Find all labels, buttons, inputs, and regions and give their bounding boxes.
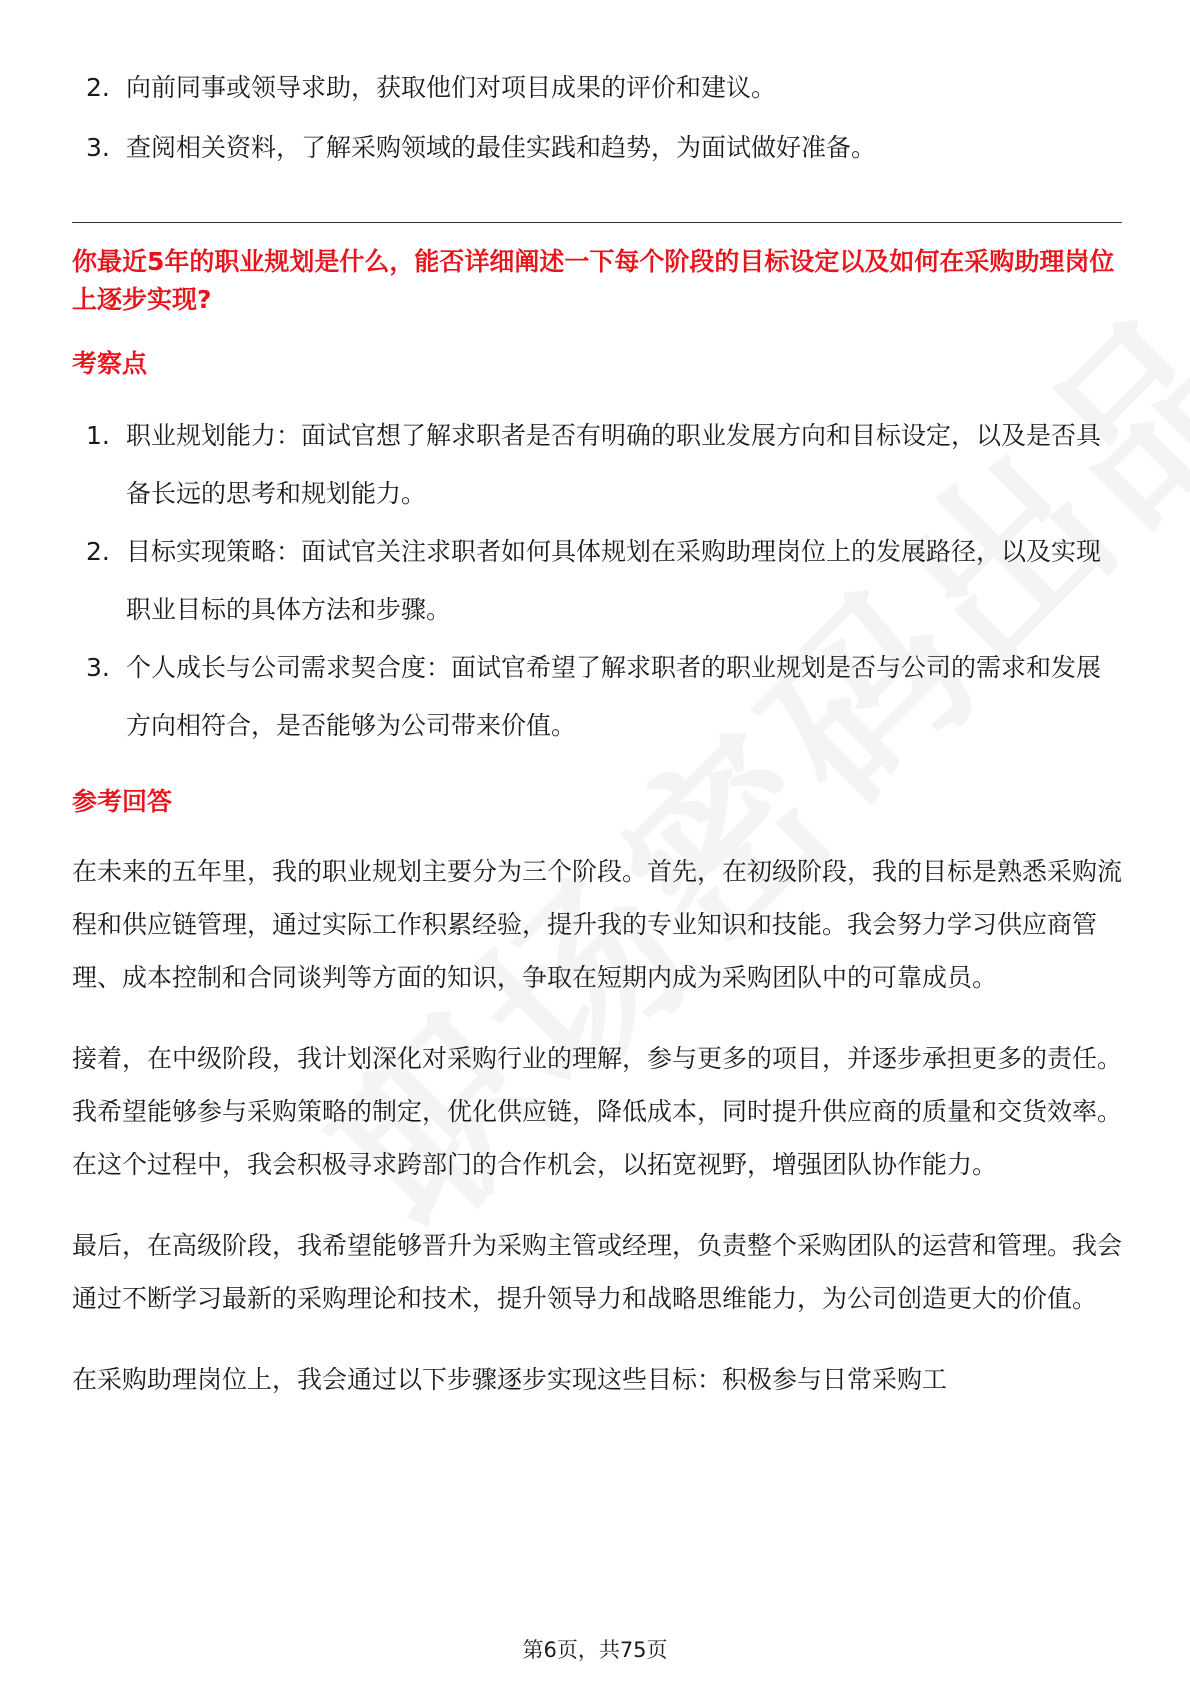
page-footer: 第6页，共75页 [522,1638,668,1662]
list-text: 职业规划能力：面试官想了解求职者是否有明确的职业发展方向和目标设定，以及是否具备长远的思考和规划能力。 [126,421,1102,508]
list-number: 3. [86,133,110,162]
list-number: 1. [86,421,110,450]
answer-paragraph: 最后，在高级阶段，我希望能够晋升为采购主管或经理，负责整个采购团队的运营和管理。我会通过不断学习最新的采购理论和技术，提升领导力和战略思维能力，为公司创造更大的价值。 [72,1231,1123,1313]
list-item [72,118,1122,178]
divider [72,222,1122,223]
list-item [72,407,1122,523]
list-text: 查阅相关资料，了解采购领域的最佳实践和趋势，为面试做好准备。 [126,133,877,162]
kaocha-heading: 考察点 [72,349,148,378]
answer-paragraph: 在未来的五年里，我的职业规划主要分为三个阶段。首先，在初级阶段，我的目标是熟悉采购流程和供应链管理，通过实际工作积累经验，提升我的专业知识和技能。我会努力学习供应商管理、成本控制和合同谈判等方面的知识，争取在短期内成为采购团队中的可靠成员。 [72,857,1123,992]
previous-answer-list [72,58,1122,178]
interview-question: 你最近5年的职业规划是什么，能否详细阐述一下每个阶段的目标设定以及如何在采购助理岗位上逐步实现? [72,247,1115,314]
answer-paragraph: 接着，在中级阶段，我计划深化对采购行业的理解，参与更多的项目，并逐步承担更多的责任。我希望能够参与采购策略的制定，优化供应链，降低成本，同时提升供应商的质量和交货效率。在这个过程中，我会积极寻求跨部门的合作机会，以拓宽视野，增强团队协作能力。 [72,1044,1123,1179]
answer-paragraph: 在采购助理岗位上，我会通过以下步骤逐步实现这些目标：积极参与日常采购工 [72,1365,948,1394]
list-item [72,639,1122,755]
list-number: 2. [86,537,110,566]
list-item [72,523,1122,639]
page-content [72,58,1122,1434]
list-number: 2. [86,73,110,102]
kaocha-list [72,407,1122,755]
list-text: 向前同事或领导求助，获取他们对项目成果的评价和建议。 [126,73,777,102]
list-item [72,58,1122,118]
list-text: 目标实现策略：面试官关注求职者如何具体规划在采购助理岗位上的发展路径，以及实现职业目标的具体方法和步骤。 [126,537,1102,624]
answer-heading: 参考回答 [72,787,173,816]
list-number: 3. [86,653,110,682]
list-text: 个人成长与公司需求契合度：面试官希望了解求职者的职业规划是否与公司的需求和发展方向相符合，是否能够为公司带来价值。 [126,653,1102,740]
